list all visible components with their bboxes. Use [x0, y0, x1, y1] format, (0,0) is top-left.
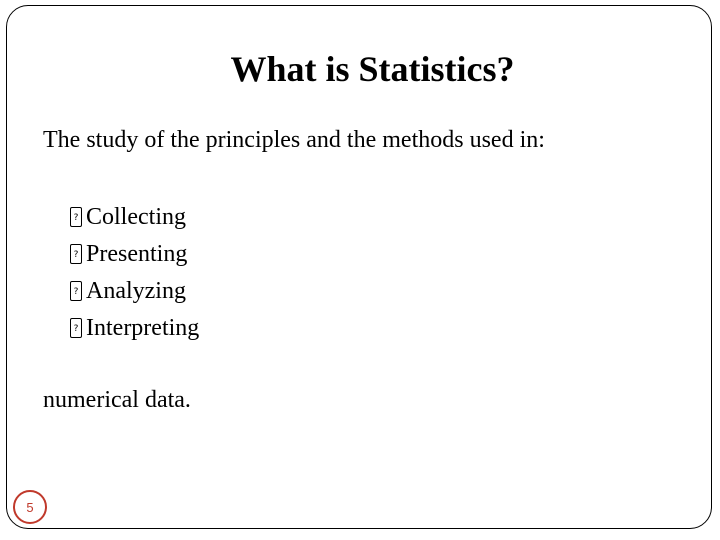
- bullet-item-interpreting: [70, 309, 199, 346]
- bullet-item-presenting: [70, 235, 199, 272]
- intro-text: The study of the principles and the methods used in:: [43, 127, 545, 153]
- bullet-item-collecting: [70, 198, 199, 235]
- missing-glyph-icon: [70, 318, 82, 338]
- bullet-label: Presenting: [86, 240, 188, 267]
- missing-glyph-icon: [70, 207, 82, 227]
- bullet-item-analyzing: [70, 272, 199, 309]
- outro-text: numerical data.: [43, 387, 191, 413]
- missing-glyph-icon: [70, 244, 82, 264]
- bullet-label: Collecting: [86, 203, 186, 230]
- bullet-list: [70, 198, 199, 346]
- missing-glyph-icon: [70, 281, 82, 301]
- bullet-label: Interpreting: [86, 314, 200, 341]
- bullet-label: Analyzing: [86, 277, 186, 304]
- page-number-badge: 5: [13, 490, 47, 524]
- slide-title: What is Statistics?: [230, 49, 515, 89]
